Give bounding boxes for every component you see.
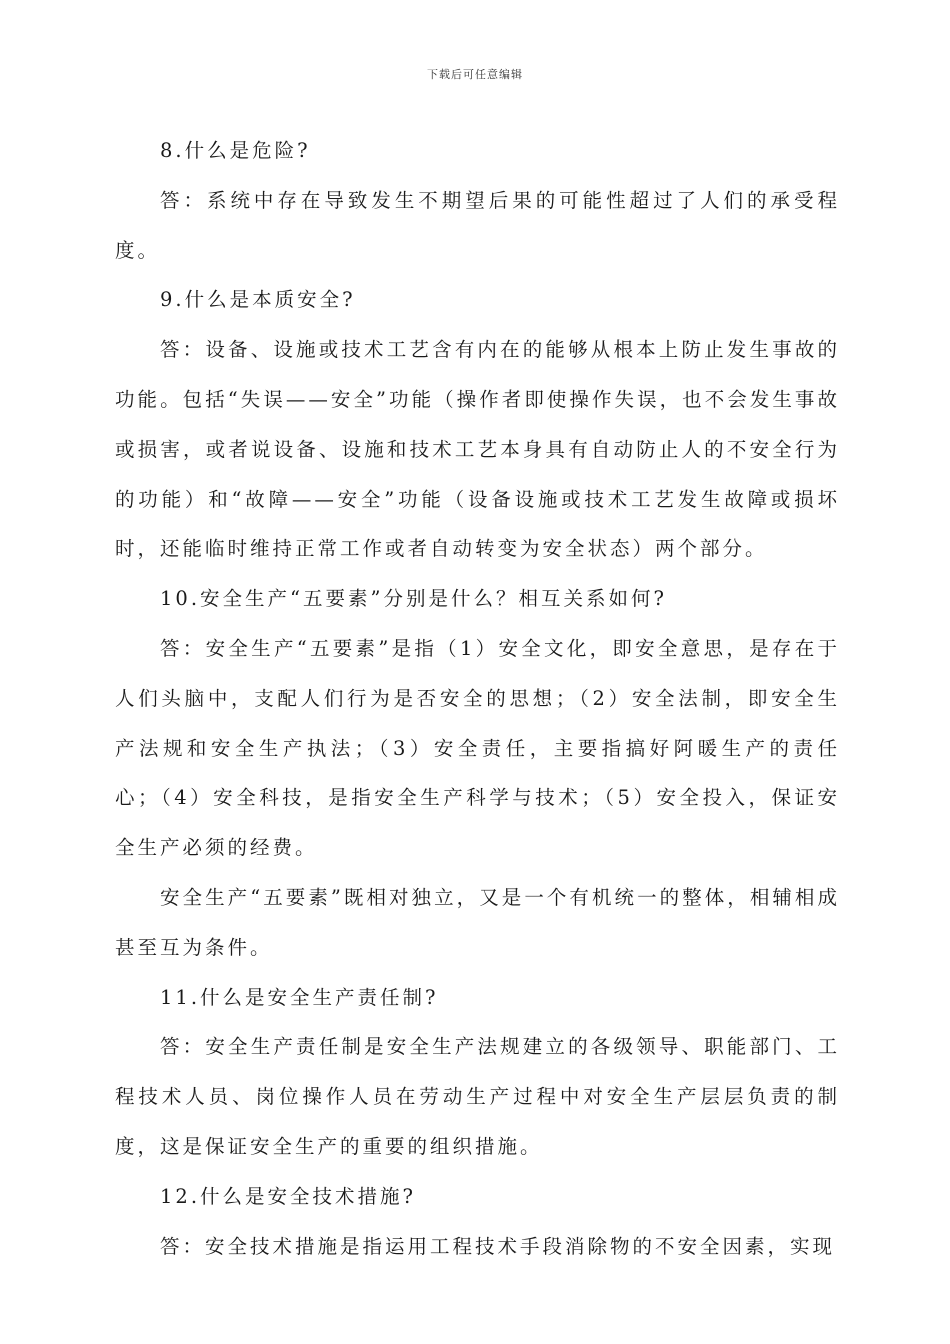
question-11: 11.什么是安全生产责任制? [160, 985, 439, 1009]
answer-11: 答：安全生产责任制是安全生产法规建立的各级领导、职能部门、工程技术人员、岗位操作人员在劳动生产过程中对安全生产层层负责的制度，这是保证安全生产的重要的组织措施。 [115, 1035, 840, 1158]
question-10: 10.安全生产“五要素”分别是什么？相互关系如何? [160, 587, 667, 611]
answer-10-continued: 安全生产“五要素”既相对独立，又是一个有机统一的整体，相辅相成甚至互为条件。 [115, 885, 840, 959]
answer-12: 答：安全技术措施是指运用工程技术手段消除物的不安全因素，实现 [160, 1234, 836, 1258]
answer-8: 答：系统中存在导致发生不期望后果的可能性超过了人们的承受程度。 [115, 188, 840, 262]
question-8: 8.什么是危险? [160, 139, 311, 162]
question-12: 12.什么是安全技术措施? [160, 1184, 416, 1208]
page-header: 下载后可任意编辑 [427, 68, 523, 81]
document-body [115, 126, 840, 1271]
answer-10: 答：安全生产“五要素”是指（1）安全文化，即安全意思，是存在于人们头脑中，支配人们行为是否安全的思想；（2）安全法制，即安全生产法规和安全生产执法；（3）安全责任，主要指搞好阿暖生产的责任心；（4）安全科技，是指安全生产科学与技术；（5）安全投入，保证安全生产必须的经费。 [115, 636, 840, 860]
answer-9: 答：设备、设施或技术工艺含有内在的能够从根本上防止发生事故的功能。包括“失误——安全”功能（操作者即使操作失误，也不会发生事故或损害，或者说设备、设施和技术工艺本身具有自动防止人的不安全行为的功能）和“故障——安全”功能（设备设施或技术工艺发生故障或损坏时，还能临时维持正常工作或者自动转变为安全状态）两个部分。 [115, 338, 840, 561]
question-9: 9.什么是本质安全? [160, 288, 356, 312]
